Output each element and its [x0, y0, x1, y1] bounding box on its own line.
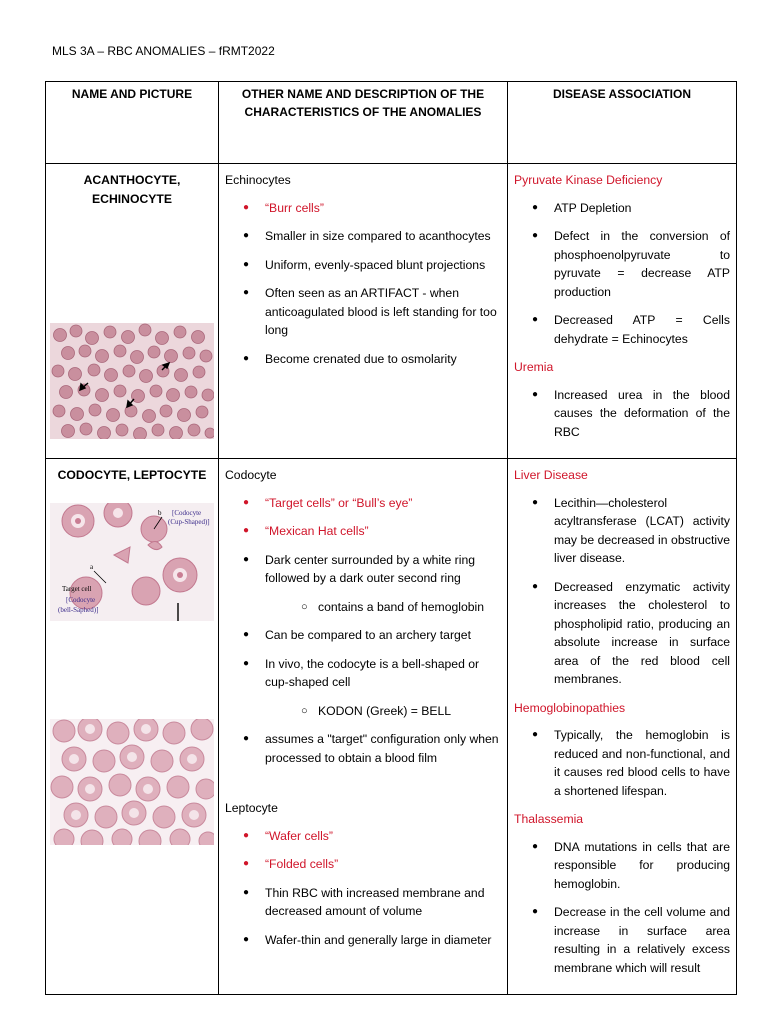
list-item: ● Often seen as an ARTIFACT - when anticoagulated blood is left standing for too long: [225, 284, 501, 340]
photo-label: (Cup-Shaped)]: [168, 517, 210, 526]
list-item: ● Uniform, evenly-spaced blunt projections: [225, 256, 501, 275]
list-item: ● “Target cells” or “Bull’s eye”: [225, 494, 501, 513]
anomaly-subtitle: Codocyte: [225, 468, 277, 482]
anomaly-name: ACANTHOCYTE, ECHINOCYTE: [83, 173, 181, 206]
photo-label: Target cell: [62, 584, 92, 593]
photo-label: [Codocyte: [172, 508, 202, 517]
header-description: OTHER NAME AND DESCRIPTION OF THE CHARACTERISTICS OF THE ANOMALIES: [219, 82, 508, 164]
disease-list: [514, 199, 730, 349]
list-item: ● Lecithin—cholesterol acyltransferase (LCAT) activity may be decreased in obstructive liver disease.: [514, 494, 730, 568]
list-item: ● ATP Depletion: [514, 199, 730, 218]
list-item: ● Increased urea in the blood causes the deformation of the RBC: [514, 386, 730, 442]
table-header-row: [46, 82, 737, 164]
list-item: ● Wafer-thin and generally large in diameter: [225, 931, 501, 950]
anomaly-subtitle: Echinocytes: [225, 173, 291, 187]
disease-heading: Hemoglobinopathies: [514, 700, 626, 715]
description-list: [225, 494, 501, 768]
list-item: ● “Mexican Hat cells”: [225, 522, 501, 541]
document-title: MLS 3A – RBC ANOMALIES – fRMT2022: [52, 44, 275, 58]
table-row-codocyte: [46, 459, 737, 995]
list-item: ● Decreased enzymatic activity increases the cholesterol to phospholipid ratio, producing an absolute increase in surface area of the red blood cell membranes.: [514, 578, 730, 689]
list-item: ○ KODON (Greek) = BELL: [225, 702, 501, 721]
disease-heading: Pyruvate Kinase Deficiency: [514, 173, 663, 187]
list-item: ● Can be compared to an archery target: [225, 626, 501, 645]
list-item: ● Decreased ATP = Cells dehydrate = Echinocytes: [514, 311, 730, 348]
leptocyte-smear-image: [50, 719, 214, 845]
list-item: ● Dark center surrounded by a white ring followed by a dark outer second ring: [225, 551, 501, 588]
disease-heading: Uremia: [514, 360, 554, 374]
anomalies-table: [45, 81, 737, 995]
list-item: ● Become crenated due to osmolarity: [225, 350, 501, 369]
table-row-echinocyte: [46, 164, 737, 459]
list-item: ● Thin RBC with increased membrane and decreased amount of volume: [225, 884, 501, 921]
list-item: ● DNA mutations in cells that are responsible for producing hemoglobin.: [514, 838, 730, 894]
anomaly-name: CODOCYTE, LEPTOCYTE: [57, 468, 207, 482]
photo-label: a: [90, 562, 94, 571]
disease-list: [514, 494, 730, 689]
codocyte-smear-image: [50, 503, 214, 621]
description-list: [225, 827, 501, 950]
description-list: [225, 199, 501, 369]
disease-list: [514, 386, 730, 442]
echinocyte-smear-image: [50, 323, 214, 439]
list-item: ● Defect in the conversion of phosphoenolpyruvate to pyruvate = decrease ATP production: [514, 227, 730, 301]
list-item: ● “Wafer cells”: [225, 827, 501, 846]
list-item: ● assumes a "target" configuration only when processed to obtain a blood film: [225, 730, 501, 767]
list-item: ○ contains a band of hemoglobin: [225, 598, 501, 617]
disease-heading: Thalassemia: [514, 812, 584, 826]
disease-list: [514, 838, 730, 978]
list-item: ● “Burr cells”: [225, 199, 501, 218]
list-item: ● Typically, the hemoglobin is reduced and non-functional, and it causes red blood cells to have a shortened lifespan.: [514, 726, 730, 800]
anomaly-subtitle: Leptocyte: [225, 801, 278, 815]
photo-label: [Codocyte: [66, 595, 96, 604]
list-item: ● “Folded cells”: [225, 855, 501, 874]
photo-label: (bell-Saphed)]: [58, 605, 99, 614]
header-disease-association: DISEASE ASSOCIATION: [508, 82, 737, 164]
photo-label: b: [158, 508, 162, 517]
disease-heading: Liver Disease: [514, 468, 588, 482]
disease-list: [514, 726, 730, 800]
list-item: ● Decrease in the cell volume and increase in surface area resulting in a relatively excess membrane which will result: [514, 903, 730, 977]
list-item: ● In vivo, the codocyte is a bell-shaped or cup-shaped cell: [225, 655, 501, 692]
header-name-and-picture: NAME AND PICTURE: [46, 82, 219, 164]
list-item: ● Smaller in size compared to acanthocytes: [225, 227, 501, 246]
